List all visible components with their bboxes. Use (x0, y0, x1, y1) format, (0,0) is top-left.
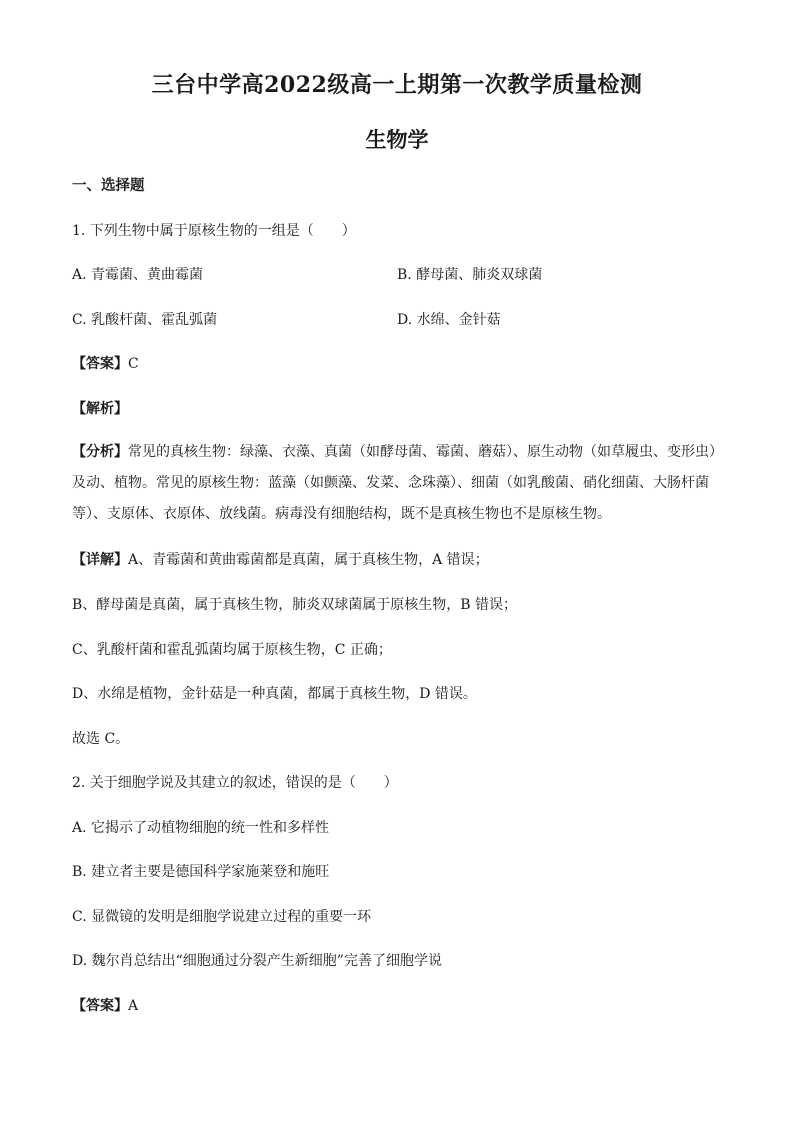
q2-stem: 2. 关于细胞学说及其建立的叙述，错误的是（ ） (72, 775, 398, 791)
q1-fenxi-paragraph (72, 437, 724, 530)
q1-xiangjie-b: B、酵母菌是真菌，属于真核生物，肺炎双球菌属于原核生物，B 错误； (72, 597, 518, 613)
q2-answer (72, 996, 138, 1016)
answer-value: A (128, 998, 139, 1014)
answer-label: 【答案】 (72, 998, 128, 1014)
page-subtitle: 生物学 (365, 127, 429, 152)
q1-answer (72, 354, 139, 374)
q1-xiangjie-d: D、水绵是植物，金针菇是一种真菌，都属于真核生物，D 错误。 (72, 686, 477, 702)
q2-option-a: A. 它揭示了动植物细胞的统一性和多样性 (72, 820, 330, 836)
q1-option-c: C. 乳酸杆菌、霍乱弧菌 (72, 312, 218, 328)
q1-stem: 1. 下列生物中属于原核生物的一组是（ ） (72, 223, 356, 239)
fenxi-label: 【分析】 (72, 444, 128, 460)
page-title: 三台中学高2022级高一上期第一次教学质量检测 (151, 72, 643, 98)
q1-conclusion: 故选 C。 (72, 731, 130, 747)
q2-option-b: B. 建立者主要是德国科学家施莱登和施旺 (72, 864, 330, 880)
q1-xiangjie-c: C、乳酸杆菌和霍乱弧菌均属于原核生物，C 正确； (72, 642, 392, 658)
q1-option-b: B. 酵母菌、肺炎双球菌 (397, 267, 543, 283)
q1-option-a: A. 青霉菌、黄曲霉菌 (72, 267, 204, 283)
answer-value: C (128, 356, 139, 372)
q1-analysis-label: 【解析】 (72, 401, 128, 417)
q1-xiangjie-a (72, 550, 489, 570)
xiangjie-label: 【详解】 (72, 552, 128, 568)
q2-option-c: C. 显微镜的发明是细胞学说建立过程的重要一环 (72, 909, 372, 925)
fenxi-text: 常见的真核生物：绿藻、衣藻、真菌（如酵母菌、霉菌、蘑菇）、原生动物（如草履虫、变形虫）及动、植物。常见的原核生物：蓝藻（如颤藻、发菜、念珠藻）、细菌（如乳酸菌、硝化细菌、大肠杆菌等）、支原体、衣原体、放线菌。病毒没有细胞结构，既不是真核生物也不是原核生物。 (72, 444, 723, 522)
answer-label: 【答案】 (72, 356, 128, 372)
xiangjie-a-text: A、青霉菌和黄曲霉菌都是真菌，属于真核生物，A 错误； (128, 552, 489, 568)
q2-option-d: D. 魏尔肖总结出“细胞通过分裂产生新细胞”完善了细胞学说 (72, 953, 442, 969)
section-heading: 一、选择题 (72, 177, 145, 194)
q1-option-d: D. 水绵、金针菇 (397, 312, 501, 328)
